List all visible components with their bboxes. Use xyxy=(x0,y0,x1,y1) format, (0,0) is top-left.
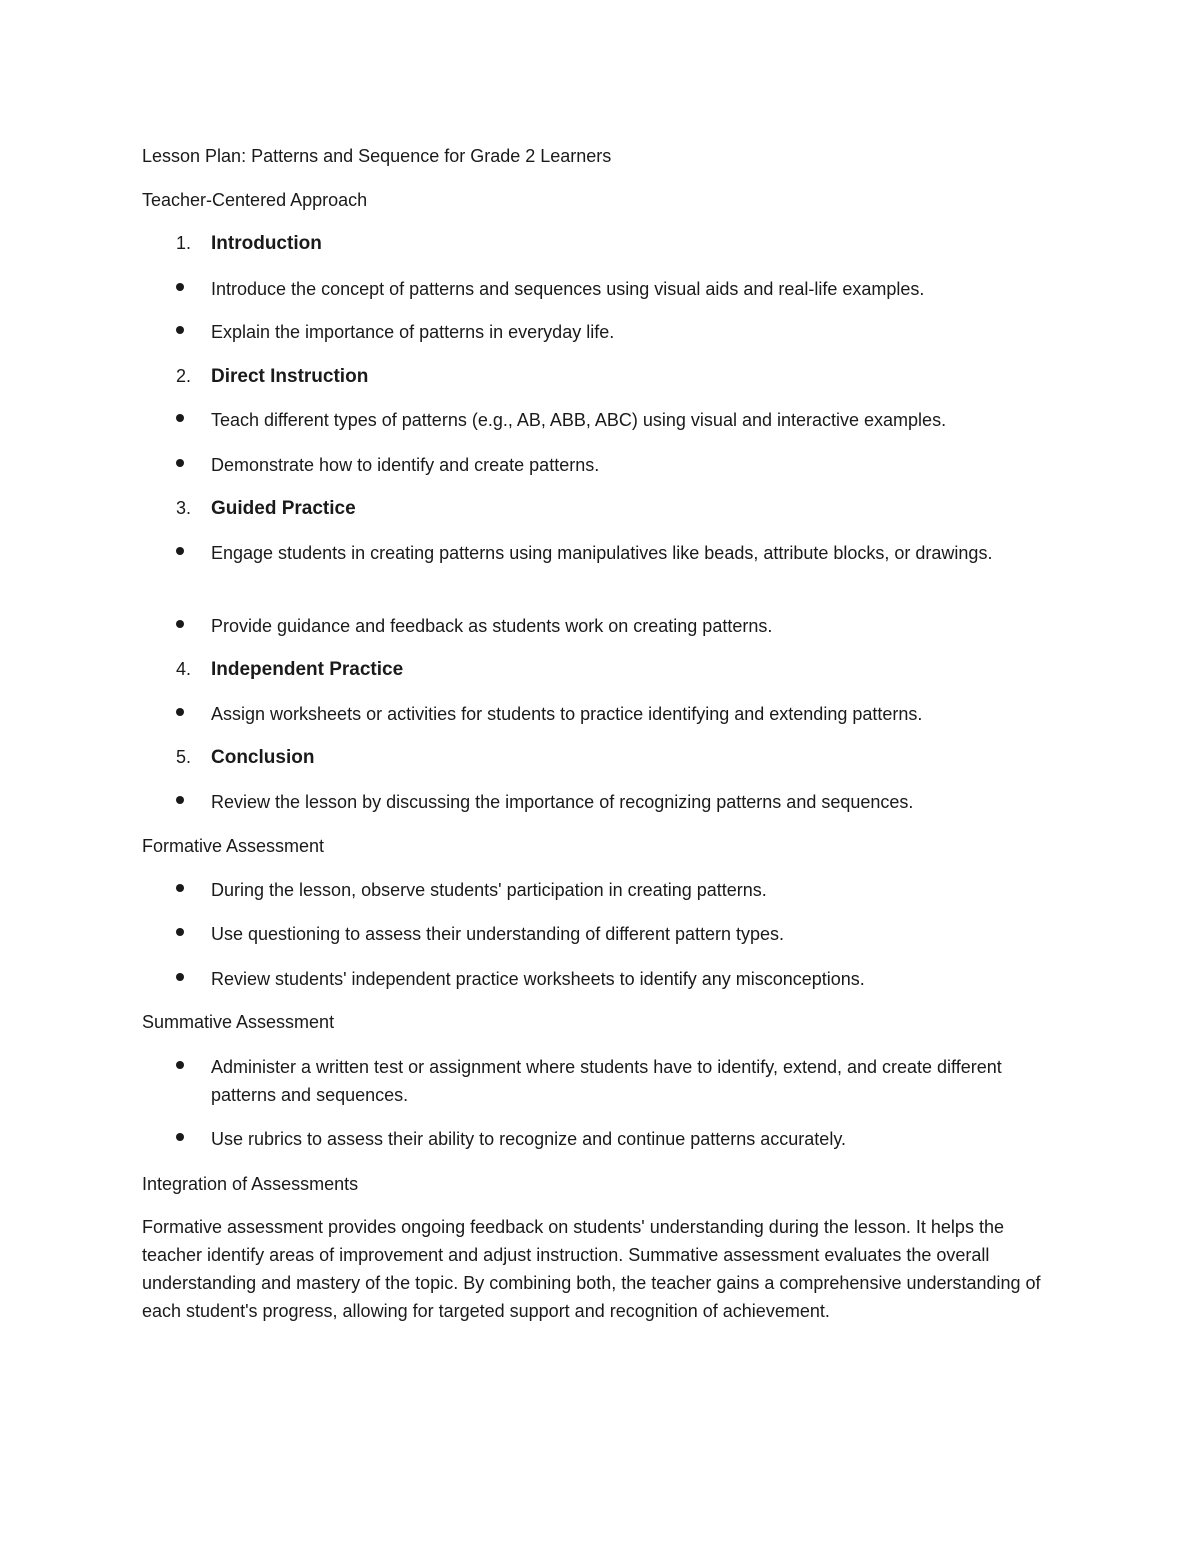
step-title: Introduction xyxy=(211,233,322,254)
bullet-icon xyxy=(176,283,184,291)
step-number: 2. xyxy=(176,366,192,386)
step-heading xyxy=(176,362,368,391)
bullet-icon xyxy=(176,459,184,467)
list-item: During the lesson, observe students' participation in creating patterns. xyxy=(176,876,1026,904)
list-item: Introduce the concept of patterns and sequences using visual aids and real-life examples. xyxy=(176,275,1026,303)
bullet-icon xyxy=(176,1061,184,1069)
step-heading xyxy=(176,229,322,258)
bullet-icon xyxy=(176,708,184,716)
bullet-icon xyxy=(176,928,184,936)
step-heading xyxy=(176,743,314,772)
list-item: Engage students in creating patterns using manipulatives like beads, attribute blocks, or drawings. xyxy=(176,539,1026,567)
bullet-icon xyxy=(176,620,184,628)
step-title: Conclusion xyxy=(211,747,315,768)
bullet-icon xyxy=(176,326,184,334)
list-item: Explain the importance of patterns in everyday life. xyxy=(176,318,1026,346)
list-item: Teach different types of patterns (e.g., AB, ABB, ABC) using visual and interactive examples. xyxy=(176,406,1026,434)
bullet-icon xyxy=(176,884,184,892)
document-title: Lesson Plan: Patterns and Sequence for Grade 2 Learners xyxy=(142,146,612,166)
bullet-icon xyxy=(176,1133,184,1141)
bullet-icon xyxy=(176,796,184,804)
step-number: 4. xyxy=(176,659,192,679)
step-title: Guided Practice xyxy=(211,498,356,519)
integration-paragraph: Formative assessment provides ongoing feedback on students' understanding during the lesson. It helps the teacher identify areas of improvement and adjust instruction. Summative assessment evaluates the overall understanding and mastery of the topic. By combining both, the teacher gains a comprehensive understanding of each student's progress, allowing for targeted support and recognition of achievement. xyxy=(142,1217,1041,1321)
step-number: 1. xyxy=(176,233,192,253)
step-number: 3. xyxy=(176,498,192,518)
step-heading xyxy=(176,655,403,684)
section-heading: Formative Assessment xyxy=(142,836,325,856)
list-item: Administer a written test or assignment where students have to identify, extend, and create different patterns and sequences. xyxy=(176,1053,1026,1109)
step-title: Direct Instruction xyxy=(211,366,369,387)
step-heading xyxy=(176,494,356,523)
step-number: 5. xyxy=(176,747,192,767)
list-item: Review students' independent practice worksheets to identify any misconceptions. xyxy=(176,965,1026,993)
bullet-icon xyxy=(176,547,184,555)
step-title: Independent Practice xyxy=(211,659,404,680)
approach-label: Teacher-Centered Approach xyxy=(142,190,368,210)
bullet-icon xyxy=(176,414,184,422)
list-item: Provide guidance and feedback as students work on creating patterns. xyxy=(176,612,1026,640)
list-item: Assign worksheets or activities for students to practice identifying and extending patterns. xyxy=(176,700,1026,728)
section-heading: Summative Assessment xyxy=(142,1012,335,1032)
bullet-icon xyxy=(176,973,184,981)
list-item: Use rubrics to assess their ability to recognize and continue patterns accurately. xyxy=(176,1125,1026,1153)
list-item: Review the lesson by discussing the importance of recognizing patterns and sequences. xyxy=(176,788,1026,816)
list-item: Demonstrate how to identify and create patterns. xyxy=(176,451,1026,479)
list-item: Use questioning to assess their understanding of different pattern types. xyxy=(176,920,1026,948)
section-heading: Integration of Assessments xyxy=(142,1174,359,1194)
